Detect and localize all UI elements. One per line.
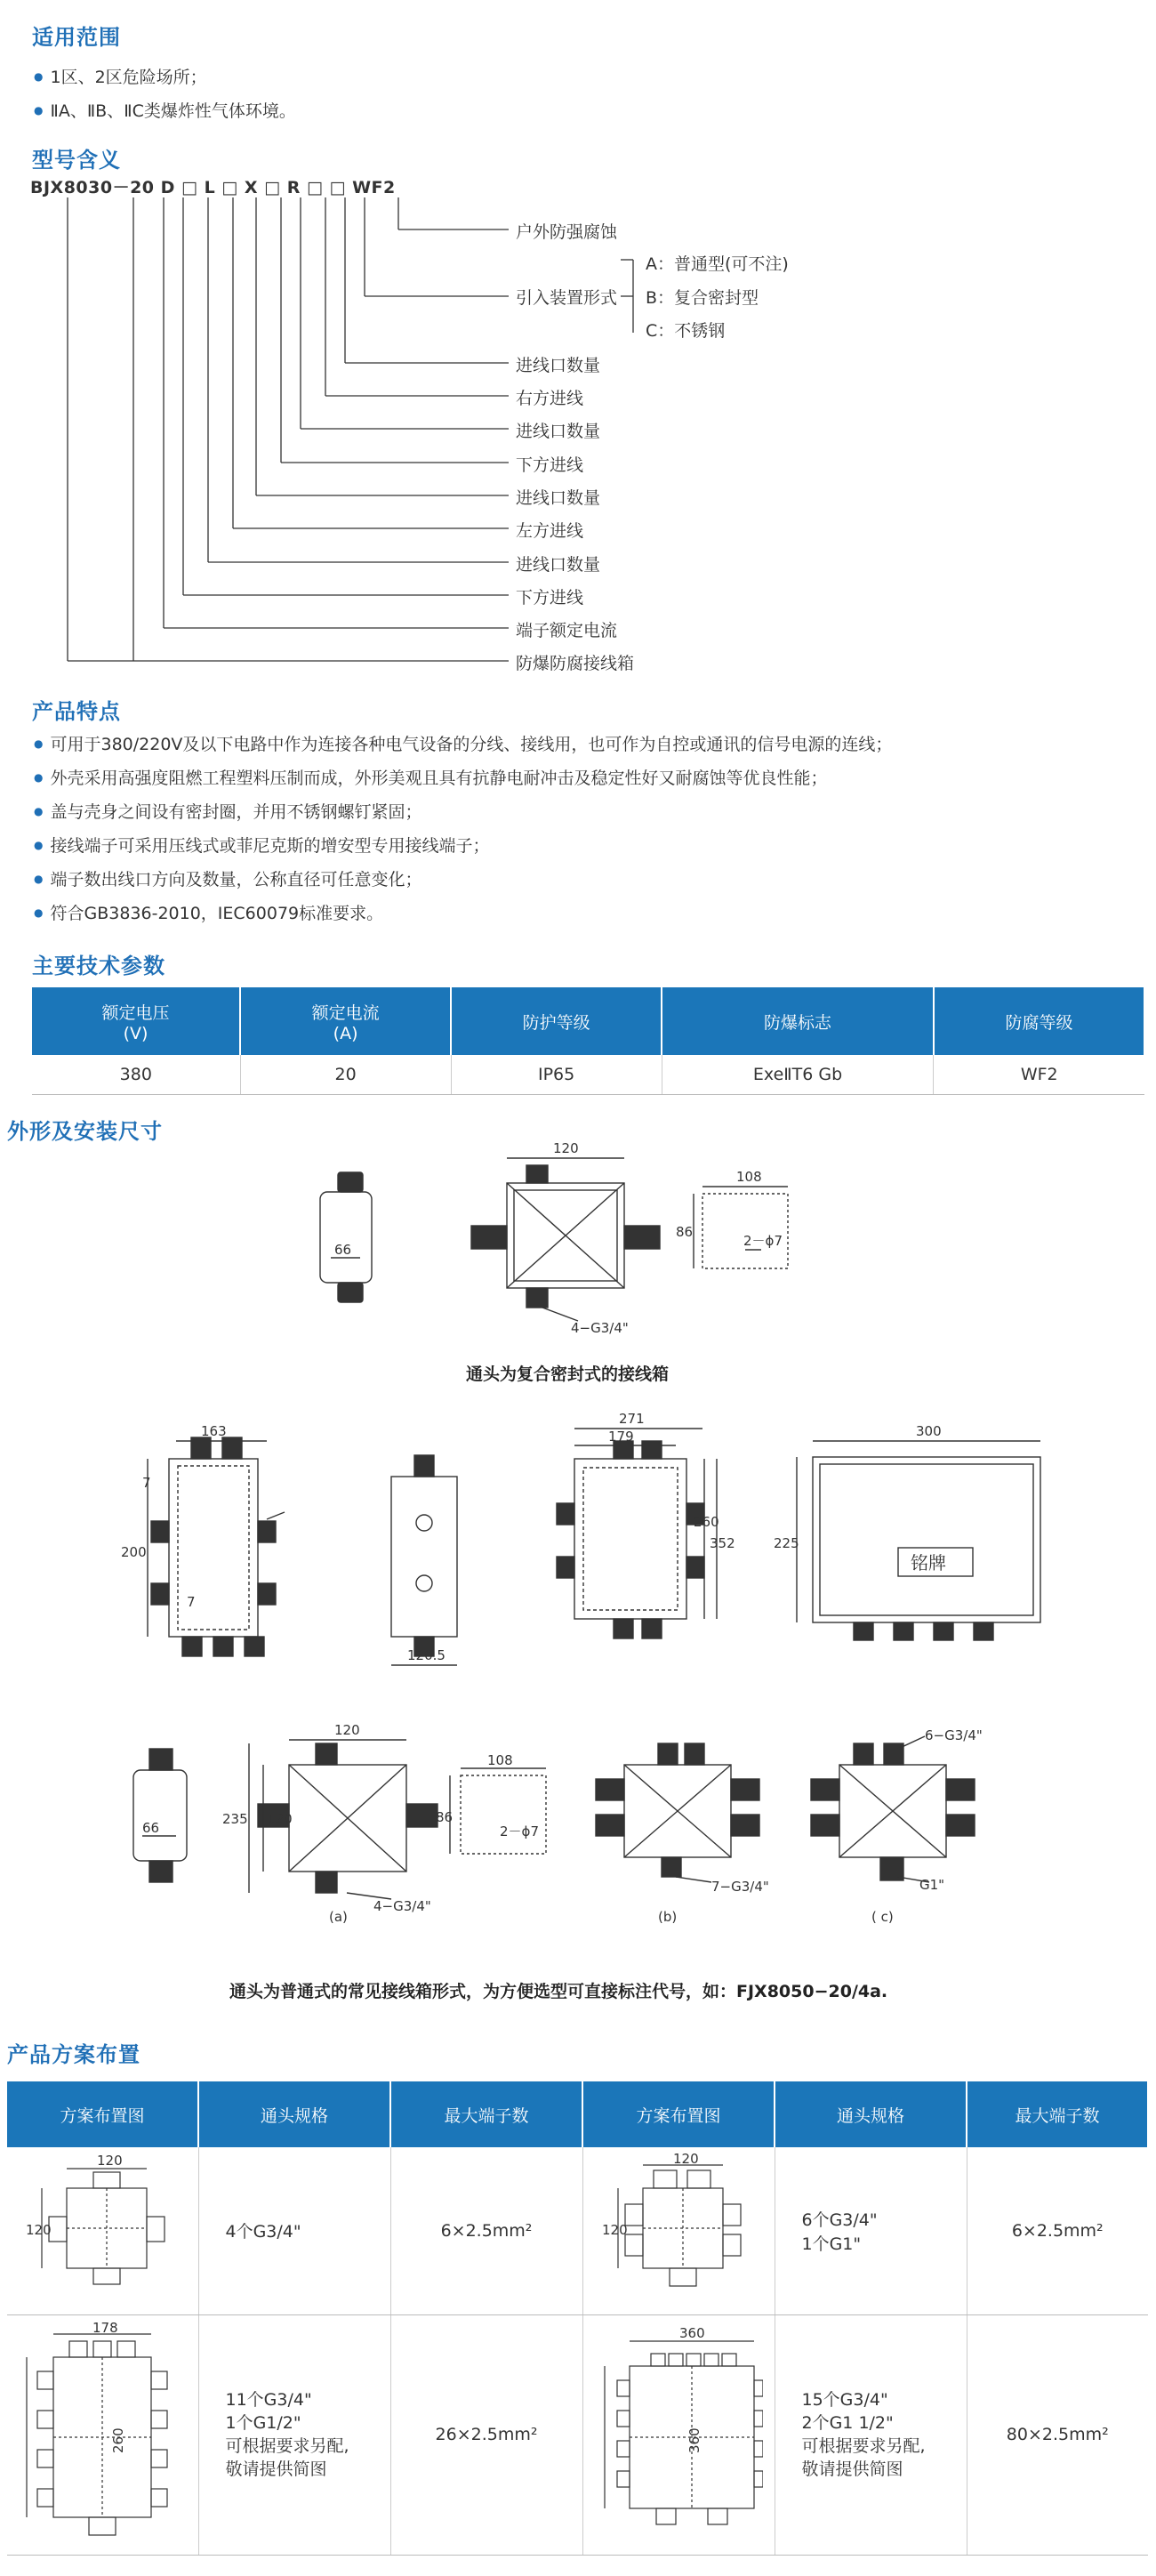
layout-plan <box>594 2322 763 2544</box>
layout-diagram <box>7 2147 198 2314</box>
table-header: 方案布置图 <box>7 2081 198 2147</box>
dim-label: 260 <box>110 2427 127 2453</box>
dim-label: 4−G3/4" <box>571 1320 629 1336</box>
dim-label: 352 <box>710 1535 735 1551</box>
list-item: ● 盖与壳身之间设有密封圈，并用不锈钢螺钉紧固； <box>34 795 892 829</box>
table-header: 最大端子数 <box>390 2081 582 2147</box>
dim-label: 120.5 <box>407 1647 446 1663</box>
dim-label: 108 <box>736 1169 762 1185</box>
table-header: 通头规格 <box>775 2081 967 2147</box>
max-terminals: 80×2.5mm² <box>967 2314 1148 2555</box>
fitting-spec: 11个G3/4" 1个G1/2" 可根据要求另配, 敬请提供简图 <box>198 2314 390 2555</box>
dim-label: 108 <box>487 1752 513 1768</box>
table-header: 防护等级 <box>451 987 662 1055</box>
dim-label: 120 <box>553 1140 579 1156</box>
table-cell: 20 <box>240 1055 451 1094</box>
drawing-caption: 通头为普通式的常见接线箱形式，为方便选型可直接标注代号，如：FJX8050−20/4a. <box>229 1982 888 2001</box>
dim-label: 260 <box>694 1514 719 1530</box>
dim-label: 7 <box>187 1594 196 1610</box>
dim-label: 86 <box>436 1809 454 1825</box>
model-code: BJX8030－20 D □ L □ X □ R □ □ WF2 <box>30 178 396 197</box>
dim-label: 2－ϕ7 <box>743 1233 783 1249</box>
layout-plan <box>22 2153 182 2304</box>
layout-table <box>7 2081 1149 2556</box>
dim-label: 7 <box>142 1475 151 1491</box>
model-label: 下方进线 <box>516 455 584 475</box>
list-item: ● 接线端子可采用压线式或菲尼克斯的增安型专用接线端子； <box>34 829 892 863</box>
dim-label: 271 <box>619 1411 645 1427</box>
model-label: 防爆防腐接线箱 <box>516 654 635 673</box>
dim-label: 360 <box>686 2427 702 2453</box>
table-cell: WF2 <box>934 1055 1144 1094</box>
dim-label: 120 <box>97 2153 123 2169</box>
dim-label: 6−G3/4" <box>925 1727 983 1743</box>
drawing-caption: 通头为复合密封式的接线箱 <box>466 1364 670 1384</box>
dim-label: 300 <box>916 1423 942 1439</box>
max-terminals: 6×2.5mm² <box>390 2147 582 2314</box>
model-label: 进线口数量 <box>516 356 601 375</box>
table-header: 额定电流 (A) <box>240 987 451 1055</box>
model-label: 端子额定电流 <box>516 621 618 640</box>
dim-label: 120 <box>673 2153 699 2168</box>
list-item: ● 1区、2区危险场所； <box>34 60 296 94</box>
list-item: ● 可用于380/220V及以下电路中作为连接各种电气设备的分线、接线用，也可作为自控或通讯的信号电源的连线； <box>34 728 892 761</box>
layout-plan <box>18 2322 187 2544</box>
dim-label: 86 <box>676 1224 694 1240</box>
table-cell: ExeⅡT6 Gb <box>662 1055 934 1094</box>
dim-label: G1" <box>919 1877 945 1893</box>
dim-label: (b) <box>658 1909 678 1925</box>
section-title-model: 型号含义 <box>32 148 121 173</box>
dim-label: 235 <box>222 1811 248 1827</box>
max-terminals: 6×2.5mm² <box>967 2147 1148 2314</box>
dim-label: 120 <box>602 2222 628 2239</box>
layout-diagram <box>582 2314 775 2555</box>
dim-label: 2－ϕ7 <box>500 1823 539 1839</box>
list-item: ● 端子数出线口方向及数量，公称直径可任意变化； <box>34 863 892 897</box>
dim-label: 179 <box>608 1429 634 1445</box>
layout-diagram <box>582 2147 775 2314</box>
dim-label: 4−G3/4" <box>373 1898 431 1914</box>
section-title-scope: 适用范围 <box>32 25 121 50</box>
dim-label: ( c) <box>871 1909 894 1925</box>
table-header: 额定电压 (V) <box>32 987 240 1055</box>
dim-label: 225 <box>774 1535 799 1551</box>
dim-label: 178 <box>92 2321 118 2336</box>
inlet-option: A：普通型(可不注) <box>646 254 789 274</box>
table-row <box>7 2147 1148 2314</box>
section-title-features: 产品特点 <box>32 699 121 724</box>
fitting-spec: 15个G3/4" 2个G1 1/2" 可根据要求另配, 敬请提供简图 <box>775 2314 967 2555</box>
dim-label: 66 <box>142 1820 160 1836</box>
dim-label: 66 <box>334 1242 352 1258</box>
dim-label: (a) <box>329 1909 348 1925</box>
table-header: 方案布置图 <box>582 2081 775 2147</box>
dim-label: 7−G3/4" <box>711 1879 769 1895</box>
dim-label: 163 <box>201 1423 227 1439</box>
list-item: ● 符合GB3836-2010，IEC60079标准要求。 <box>34 897 892 930</box>
inlet-option: B：复合密封型 <box>646 288 759 308</box>
table-row <box>7 2314 1148 2555</box>
table-header: 防腐等级 <box>934 987 1144 1055</box>
nameplate-label: 铭牌 <box>911 1552 946 1574</box>
model-label: 进线口数量 <box>516 488 601 508</box>
table-header: 防爆标志 <box>662 987 934 1055</box>
layout-plan <box>598 2153 759 2304</box>
dim-label: 200 <box>121 1544 147 1560</box>
model-label: 进线口数量 <box>516 555 601 575</box>
fitting-spec: 6个G3/4" 1个G1" <box>775 2147 967 2314</box>
list-item: ● 外壳采用高强度阻燃工程塑料压制而成，外形美观且具有抗静电耐冲击及稳定性好又耐腐蚀等优良性能； <box>34 761 892 795</box>
model-label: 右方进线 <box>516 389 584 408</box>
dim-label: 360 <box>679 2324 705 2341</box>
model-label: 引入装置形式 <box>516 288 618 308</box>
model-label: 下方进线 <box>516 588 584 608</box>
dim-label: 120 <box>26 2222 52 2239</box>
section-title-dims: 外形及安装尺寸 <box>7 1119 163 1144</box>
model-label: 户外防强腐蚀 <box>516 222 618 242</box>
table-header-row <box>7 2081 1148 2147</box>
fitting-spec: 4个G3/4" <box>198 2147 390 2314</box>
list-item: ● ⅡA、ⅡB、ⅡC类爆炸性气体环境。 <box>34 94 296 128</box>
inlet-option: C：不锈钢 <box>646 321 726 341</box>
table-cell: 380 <box>32 1055 240 1094</box>
model-label: 进线口数量 <box>516 422 601 441</box>
section-title-params: 主要技术参数 <box>32 954 165 978</box>
table-cell: IP65 <box>451 1055 662 1094</box>
dim-label: 120 <box>334 1722 360 1738</box>
table-header: 最大端子数 <box>967 2081 1148 2147</box>
max-terminals: 26×2.5mm² <box>390 2314 582 2555</box>
layout-diagram <box>7 2314 198 2555</box>
table-header: 通头规格 <box>198 2081 390 2147</box>
dim-label: 120 <box>267 1811 293 1827</box>
model-label: 左方进线 <box>516 521 584 541</box>
section-title-layout: 产品方案布置 <box>7 2042 140 2067</box>
